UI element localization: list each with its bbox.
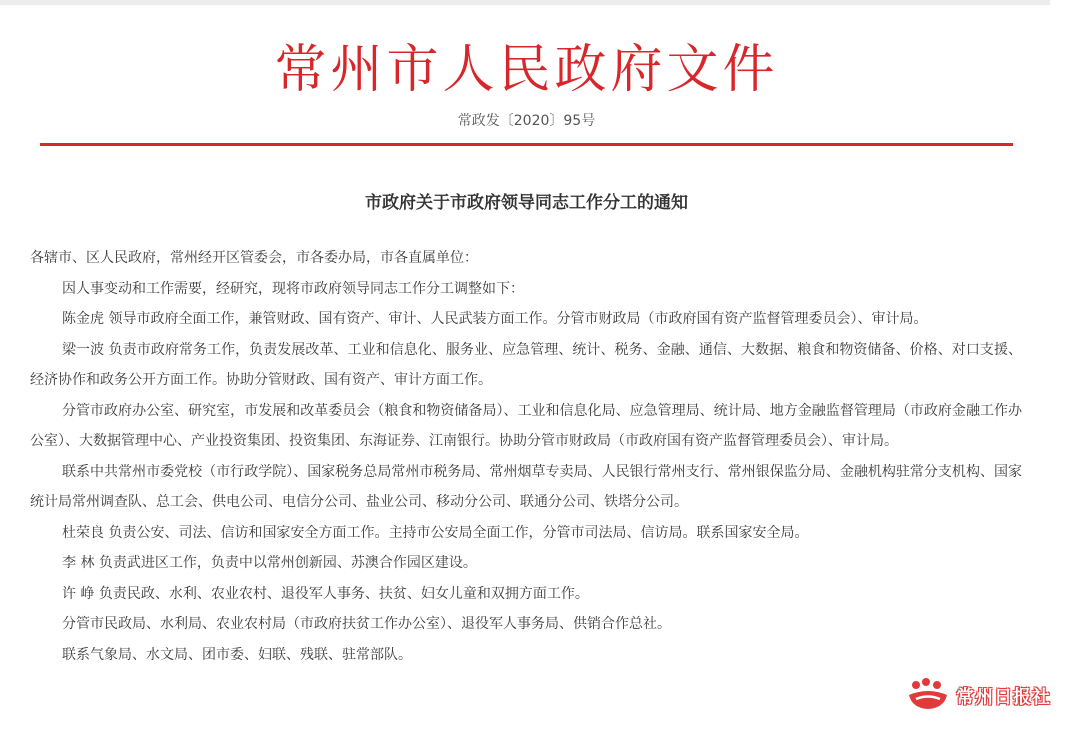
top-divider-strip	[0, 0, 1050, 5]
body-paragraph: 因人事变动和工作需要，经研究，现将市政府领导同志工作分工调整如下：	[62, 280, 524, 297]
salutation-paragraph: 各辖市、区人民政府，常州经开区管委会，市各委办局，市各直属单位：	[30, 250, 478, 266]
body-paragraph: 陈金虎 领导市政府全面工作，兼管财政、国有资产、审计、人民武装方面工作。分管市财政局（市政府国有资产监督管理委员会）、审计局。	[62, 311, 928, 327]
document-header-title: 常州市人民政府文件	[274, 40, 779, 100]
body-paragraph: 联系中共常州市委党校（市行政学院）、国家税务总局常州市税务局、常州烟草专卖局、人民银行常州支行、常州银保监分局、金融机构驻常分支机构、国家统计局常州调查队、总工会、供电公司、电信分公司、盐业公司、移动分公司、联通分公司、铁塔分公司。	[30, 463, 1022, 510]
newspaper-watermark	[906, 676, 1051, 716]
body-paragraph: 许 峥 负责民政、水利、农业农村、退役军人事务、扶贫、妇女儿童和双拥方面工作。	[62, 585, 589, 602]
watermark-text: 常州日报社	[956, 687, 1051, 708]
body-paragraph: 分管市政府办公室、研究室，市发展和改革委员会（粮食和物资储备局）、工业和信息化局、应急管理局、统计局、地方金融监督管理局（市政府金融工作办公室）、大数据管理中心、产业投资集团、投资集团、东海证券、江南银行。协助分管市财政局（市政府国有资产监督管理委员会）、审计局。	[30, 402, 1022, 449]
red-separator-line	[40, 143, 1013, 146]
body-paragraph: 联系气象局、水文局、团市委、妇联、残联、驻常部队。	[62, 646, 412, 663]
body-paragraph: 梁一波 负责市政府常务工作，负责发展改革、工业和信息化、服务业、应急管理、统计、税务、金融、通信、大数据、粮食和物资储备、价格、对口支援、经济协作和政务公开方面工作。协助分管财政、国有资产、审计方面工作。	[30, 341, 1022, 388]
document-body	[30, 243, 1022, 670]
notice-title: 市政府关于市政府领导同志工作分工的通知	[365, 193, 688, 213]
body-paragraph: 分管市民政局、水利局、农业农村局（市政府扶贫工作办公室）、退役军人事务局、供销合作总社。	[62, 616, 671, 632]
body-paragraph: 李 林 负责武进区工作，负责中以常州创新园、苏澳合作园区建设。	[62, 555, 477, 571]
changzhou-daily-logo-icon	[906, 677, 950, 715]
body-paragraph: 杜荣良 负责公安、司法、信访和国家安全方面工作。主持市公安局全面工作，分管市司法局、信访局。联系国家安全局。	[62, 524, 809, 541]
document-number: 常政发〔2020〕95号	[457, 113, 596, 129]
